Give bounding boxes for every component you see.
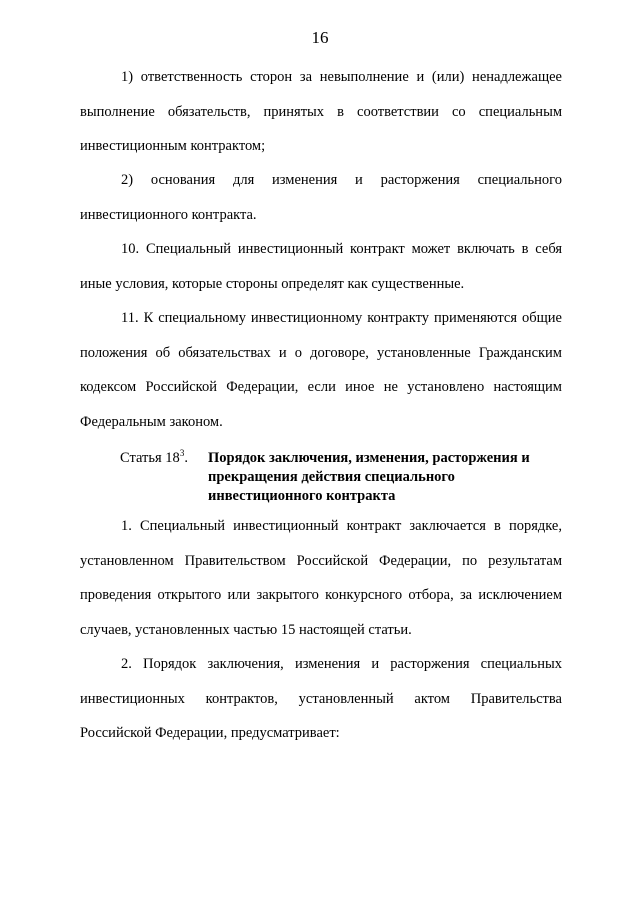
article-number: Статья $18^3$. <box>120 448 188 466</box>
paragraph-article-1: 1. Специальный инвестиционный контракт заключается в порядке, установленном Правительством Российской Федерации, по результатам проведения открытого или закрытого конкурсного отбора, за исключением случаев, установленных частью 15 настоящей статьи. <box>80 518 562 638</box>
article-title: Порядок заключения, изменения, расторжения и прекращения действия специального инвестиционного контракта <box>208 450 530 504</box>
paragraph-grounds: 2) основания для изменения и расторжения специального инвестиционного контракта. <box>80 172 562 223</box>
page-number: 16 <box>311 28 329 47</box>
paragraph-10: 10. Специальный инвестиционный контракт может включать в себя иные условия, которые стороны определят как существенные. <box>80 241 562 292</box>
paragraph-responsibility: 1) ответственность сторон за невыполнение и (или) ненадлежащее выполнение обязательств, принятых в соответствии со специальным инвестиционным контрактом; <box>80 69 562 154</box>
paragraph-11: 11. К специальному инвестиционному контракту применяются общие положения об обязательствах и о договоре, установленные Гражданским кодексом Российской Федерации, если иное не установлено настоящим Федеральным законом. <box>80 310 562 430</box>
paragraph-article-2: 2. Порядок заключения, изменения и расторжения специальных инвестиционных контрактов, установленный актом Правительства Российской Федерации, предусматривает: <box>80 656 562 741</box>
